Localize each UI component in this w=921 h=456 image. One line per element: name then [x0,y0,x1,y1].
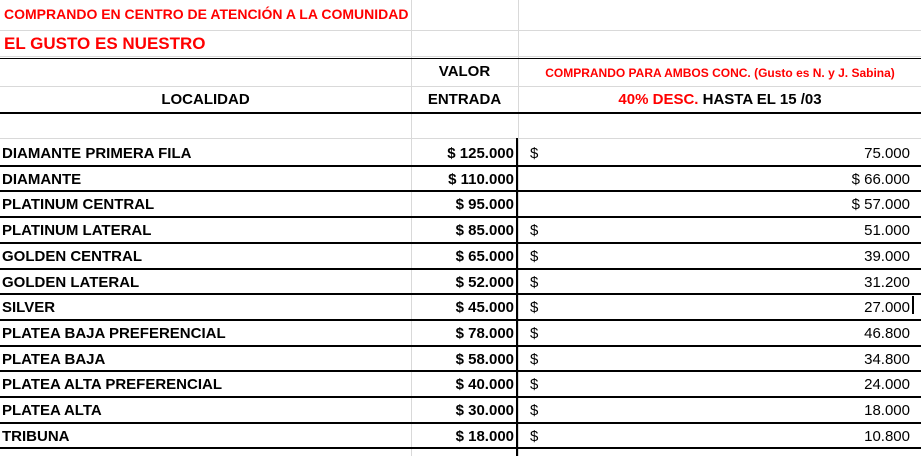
currency-cell: $ [530,350,539,368]
valor-cell: $ 85.000 [455,222,514,240]
header-entrada: ENTRADA [427,91,502,108]
descuento-cell: 18.000 [864,402,910,419]
currency-cell: $ [530,427,539,445]
gridline [518,0,519,456]
header-desc-red: 40% DESC. [618,91,699,108]
valor-cell: $ 110.000 [448,170,514,188]
descuento-cell: 51.000 [864,222,910,240]
gridline [0,86,921,87]
valor-cell: $ 18.000 [455,427,514,445]
currency-cell: $ [530,324,539,342]
descuento-cell: 31.200 [864,273,910,291]
localidad-cell: PLATEA BAJA [2,350,106,368]
localidad-cell: PLATEA BAJA PREFERENCIAL [2,324,226,342]
title-line-2: EL GUSTO ES NUESTRO [4,34,206,53]
localidad-cell: PLATINUM LATERAL [2,222,152,240]
header-localidad: LOCALIDAD [161,91,250,108]
descuento-cell: 24.000 [864,376,910,394]
descuento-cell: 10.800 [864,427,910,445]
currency-cell: $ [530,222,539,240]
header-bottom-border [0,112,921,114]
title-line-1: COMPRANDO EN CENTRO DE ATENCIÓN A LA COMUNIDAD [4,6,409,22]
header-descuento [520,91,920,108]
localidad-cell: DIAMANTE PRIMERA FILA [2,145,192,162]
localidad-cell: DIAMANTE [2,170,82,188]
currency-cell [530,166,560,171]
gridline [0,138,921,139]
currency-cell: $ [530,402,539,419]
header-ambos: COMPRANDO PARA AMBOS CONC. (Gusto es N. y J. Sabina) [545,66,895,80]
valor-cell: $ 45.000 [455,299,514,317]
valor-cell: $ 65.000 [455,247,514,265]
header-valor: VALOR [438,63,491,80]
valor-cell: $ 30.000 [455,402,514,419]
localidad-cell: PLATEA ALTA [2,402,102,419]
currency-cell: $ [530,273,539,291]
currency-cell: $ [530,145,539,162]
localidad-cell: GOLDEN LATERAL [2,273,140,291]
header-top-border [0,58,921,59]
valor-cell: $ 58.000 [455,350,514,368]
descuento-cell: 27.000 [864,299,910,317]
descuento-cell: 34.800 [864,350,910,368]
localidad-cell: GOLDEN CENTRAL [2,247,142,265]
localidad-cell: SILVER [2,299,56,317]
value-column-border [516,138,518,456]
valor-cell: $ 52.000 [455,273,514,291]
currency-cell [530,191,560,196]
localidad-cell: PLATEA ALTA PREFERENCIAL [2,376,222,394]
descuento-cell: 75.000 [864,145,910,162]
gridline [0,56,921,57]
currency-cell: $ [530,299,539,317]
valor-cell: $ 78.000 [455,324,514,342]
localidad-cell: PLATINUM CENTRAL [2,196,155,214]
descuento-cell: 39.000 [864,247,910,265]
valor-cell: $ 40.000 [455,376,514,394]
row-border [0,447,921,449]
valor-cell: $ 125.000 [447,145,514,162]
descuento-cell: 46.800 [864,324,910,342]
cell-cursor [912,296,914,314]
localidad-cell: TRIBUNA [2,427,70,445]
header-desc-black: HASTA EL 15 /03 [702,91,822,108]
gridline [0,30,921,31]
descuento-cell: $ 57.000 [851,196,910,214]
descuento-cell: $ 66.000 [851,170,910,188]
currency-cell: $ [530,247,539,265]
valor-cell: $ 95.000 [455,196,514,214]
currency-cell: $ [530,376,539,394]
